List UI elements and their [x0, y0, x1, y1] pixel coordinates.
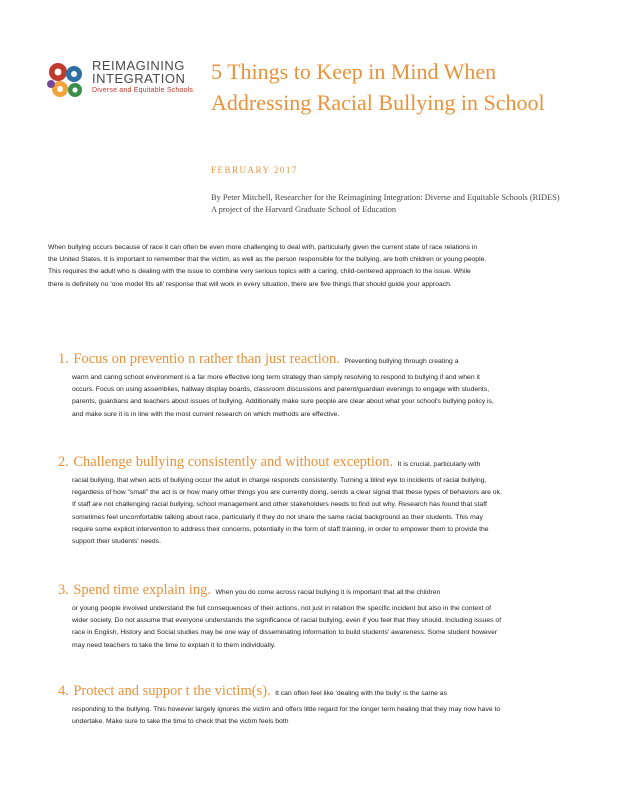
- logo-subtitle: Diverse and Equitable Schools: [92, 87, 194, 94]
- item-body: responding to the bullying. This however largely ignores the victim and offers little regard for the longer term healing that they may now have to undertake. Make sure to take the time to check that the victim feels both: [72, 706, 501, 726]
- item-lead: Preventing bullying through creating a: [344, 358, 459, 365]
- item-heading-line: [58, 681, 528, 704]
- item-lead: When you do come across racial bullying it is important that all the children: [215, 589, 441, 596]
- intro-paragraph: When bullying occurs because of race it can often be even more challenging to deal with, particularly given the current state of race relations in the United States. It is important to remember that the victim, as well as the person responsible for the bullying, are both children or young people. This requires the adult who is dealing with the issue to combine very serious topics with a caring, child-centered approach to the issue. While there is definitely no 'one model fits all' response that will work in every situation, there are five things that should guide your approach.: [48, 244, 487, 288]
- item-heading: Spend time explain ing.: [73, 582, 212, 598]
- logo: [44, 58, 194, 108]
- list-item-1: [58, 349, 528, 421]
- item-lead: It is crucial, particularly with: [397, 461, 481, 468]
- logo-line1: REIMAGINING: [92, 58, 185, 73]
- item-body: racial bullying, that when acts of bullying occur the adult in charge responds consistently. Turning a blind eye to incidents of racial bullying, regardless of how "small" the act is or how many other things you are currently doing, sends a clear signal that these types of behaviors are ok. If staff are not challenging racial bullying, school management and other stakeholders needs to find out why. Research has found that staff sometimes feel uncomfortable talking about race, particularly if they do not share the same racial background as their students. This may require some explicit intervention to address their concerns, potentially in the form of staff training, in order to empower them to provide the support their students' needs.: [72, 477, 502, 546]
- item-number: 1.: [58, 351, 69, 367]
- logo-text: [92, 59, 193, 94]
- byline: By Peter Mitchell, Researcher for the Reimagining Integration: Diverse and Equitable Schools (RIDES) A project of the Harvard Graduate School of Education: [211, 193, 560, 214]
- list-item-3: [58, 580, 528, 652]
- item-heading-line: [58, 349, 528, 372]
- logo-line2: INTEGRATION: [92, 71, 186, 86]
- logo-gears-icon: [44, 58, 88, 102]
- item-heading: Focus on preventio n rather than just reaction.: [73, 351, 340, 367]
- item-heading-line: [58, 580, 528, 603]
- list-item-4: [58, 681, 528, 728]
- item-heading: Challenge bullying consistently and without exception.: [73, 454, 394, 470]
- document-title: 5 Things to Keep in Mind When Addressing Racial Bullying in School: [211, 59, 545, 115]
- item-body: warm and caring school environment is a far more effective long term strategy than simply resolving to respond to bullying if and when it occurs. Focus on using assemblies, hallway display boards, classroom discussions and parent/guardian evenings to engage with students, parents, guardians and teachers about issues of bullying. Additionally make sure people are clear about what your school's bullying policy is, and make sure it is in line with the most current research on which methods are effective.: [72, 374, 494, 418]
- item-number: 3.: [58, 582, 69, 598]
- item-lead: It can often feel like 'dealing with the bully' is the same as: [275, 690, 447, 697]
- item-body: or young people involved understand the full consequences of their actions, not just in relation the specific incident but also in the context of wider society. Do not assume that everyone understands the significance of racial bullying, even if you feel that they should. Including issues of race in English, History and Social studies may be one way of disseminating information to build students' awareness. Some student however may need teachers to take the time to explain it to them individually.: [72, 605, 502, 649]
- item-heading: Protect and suppor t the victim(s).: [73, 683, 271, 699]
- item-heading-line: [58, 452, 528, 475]
- publication-date: FEBRUARY 2017: [211, 165, 298, 175]
- list-item-2: [58, 452, 528, 548]
- item-number: 4.: [58, 683, 69, 699]
- item-number: 2.: [58, 454, 69, 470]
